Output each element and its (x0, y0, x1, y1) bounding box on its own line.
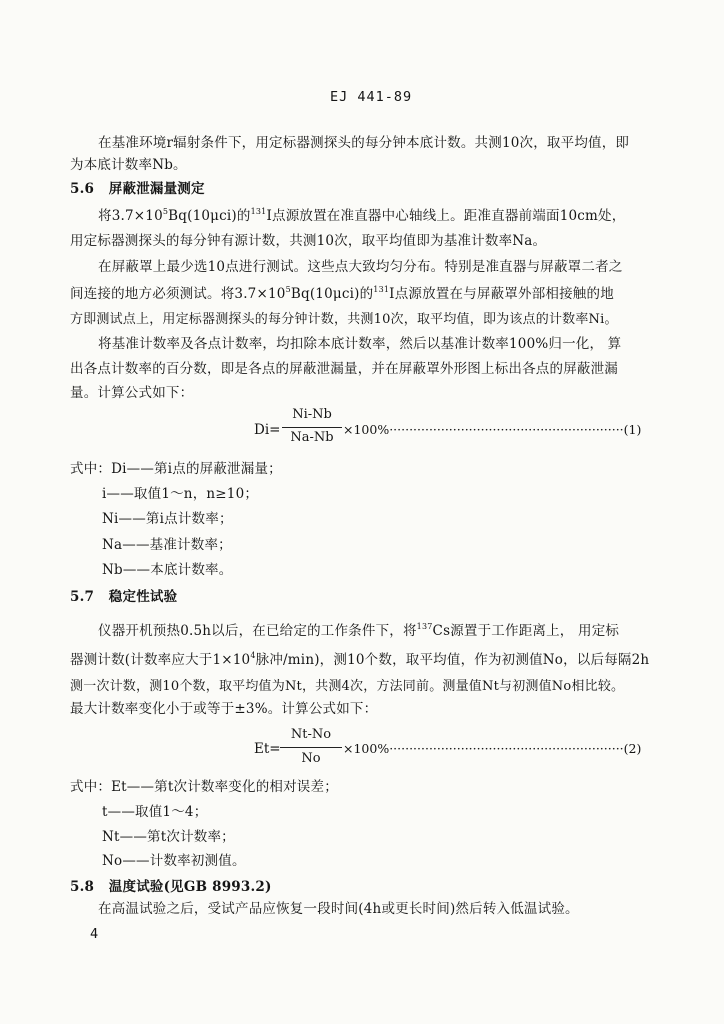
where-line: i——取值1～n，n≥10； (102, 486, 259, 502)
text-run: Cs源置于工作距离上， 用定标 (432, 623, 620, 639)
section-number: 5.8 (70, 879, 95, 895)
fraction-bar (282, 427, 342, 428)
where-line: 式中：Di——第i点的屏蔽泄漏量； (70, 461, 282, 477)
paragraph-line: 出各点计数率的百分数，即是各点的屏蔽泄漏量，并在屏蔽罩外形图上标出各点的屏蔽泄漏 (70, 361, 618, 377)
superscript: 131 (250, 207, 267, 216)
where-line: Ni——第i点计数率； (102, 511, 233, 527)
formula-lhs: Et= (254, 741, 281, 757)
paragraph-line: 方即测试点上，用定标器测探头的每分钟计数，共测10次，取平均值，即为该点的计数率Ni。 (70, 312, 618, 327)
text-run: Bq(10μci)的 (168, 208, 251, 224)
section-heading-5-7 (70, 588, 177, 606)
paragraph-line (98, 207, 625, 225)
section-title: 屏蔽泄漏量测定 (108, 181, 205, 197)
superscript: 4 (250, 651, 256, 660)
text-run: I点源放置在准直器中心轴线上。距准直器前端面10cm处， (266, 208, 626, 224)
paragraph-line: 在高温试验之后，受试产品应恢复一段时间(4h或更长时间)然后转入低温试验。 (98, 901, 579, 917)
paragraph-line (70, 651, 649, 669)
where-line: No——计数率初测值。 (102, 853, 246, 869)
paragraph-line: 在屏蔽罩上最少选10点进行测试。这些点大致均匀分布。特别是准直器与屏蔽罩二者之 (98, 259, 623, 275)
superscript: 5 (285, 285, 291, 294)
page-header: EJ 441-89 (330, 89, 413, 105)
page-number: 4 (90, 926, 99, 942)
superscript: 5 (162, 207, 169, 216)
paragraph-line: 最大计数率变化小于或等于±3%。计算公式如下： (70, 701, 378, 717)
formula-numerator: Ni-Nb (292, 407, 332, 422)
formula-rest: ×100%···························································(2) (343, 741, 642, 756)
section-title: 温度试验(见GB 8993.2) (108, 879, 272, 895)
text-run: 器测计数(计数率应大于1×10 (70, 652, 251, 668)
paragraph-line: 为本底计数率Nb。 (70, 157, 187, 173)
formula-denominator: No (301, 751, 321, 766)
formula-lhs: Di= (254, 422, 281, 438)
section-heading-5-8 (70, 878, 272, 896)
superscript: 137 (416, 622, 433, 631)
paragraph-line: 用定标器测探头的每分钟有源计数，共测10次，取平均值即为基准计数率Na。 (70, 233, 547, 249)
section-title: 稳定性试验 (108, 589, 178, 605)
where-line: Nb——本底计数率。 (102, 562, 233, 578)
where-line: Na——基准计数率； (102, 537, 232, 553)
text-run: I点源放置在与屏蔽罩外部相接触的地 (389, 286, 614, 302)
paragraph-line (70, 285, 614, 303)
where-line: Nt——第t次计数率； (102, 829, 235, 845)
formula-denominator: Na-Nb (290, 430, 334, 445)
text-run: 脉冲/min)，测10个数，取平均值，作为初测值No，以后每隔2h (255, 652, 650, 668)
superscript: 131 (373, 285, 390, 294)
text-run: Bq(10μci)的 (290, 286, 374, 302)
text-run: 仪器开机预热0.5h以后，在已给定的工作条件下，将 (98, 623, 417, 639)
formula-rest: ×100%···························································(1) (343, 422, 642, 437)
where-line: t——取值1～4； (102, 804, 208, 820)
formula-numerator: Nt-No (290, 727, 332, 742)
text-run: 间连接的地方必须测试。将3.7×10 (70, 286, 286, 302)
section-number: 5.7 (70, 589, 95, 605)
text-run: 将3.7×10 (98, 208, 163, 224)
paragraph-line: 在基准环境r辐射条件下，用定标器测探头的每分钟本底计数。共测10次，取平均值，即 (98, 135, 630, 151)
paragraph-line (98, 622, 619, 640)
section-number: 5.6 (70, 181, 95, 197)
paragraph-line: 测一次计数，测10个数，取平均值为Nt，共测4次，方法同前。测量值Nt与初测值No相比较。 (70, 679, 625, 694)
paragraph-line: 将基准计数率及各点计数率，均扣除本底计数率，然后以基准计数率100%归一化， 算 (98, 336, 622, 352)
section-heading-5-6 (70, 180, 205, 198)
paragraph-line: 量。计算公式如下： (70, 385, 194, 401)
where-line: 式中：Et——第t次计数率变化的相对误差； (70, 779, 338, 795)
fraction-bar (280, 747, 342, 748)
